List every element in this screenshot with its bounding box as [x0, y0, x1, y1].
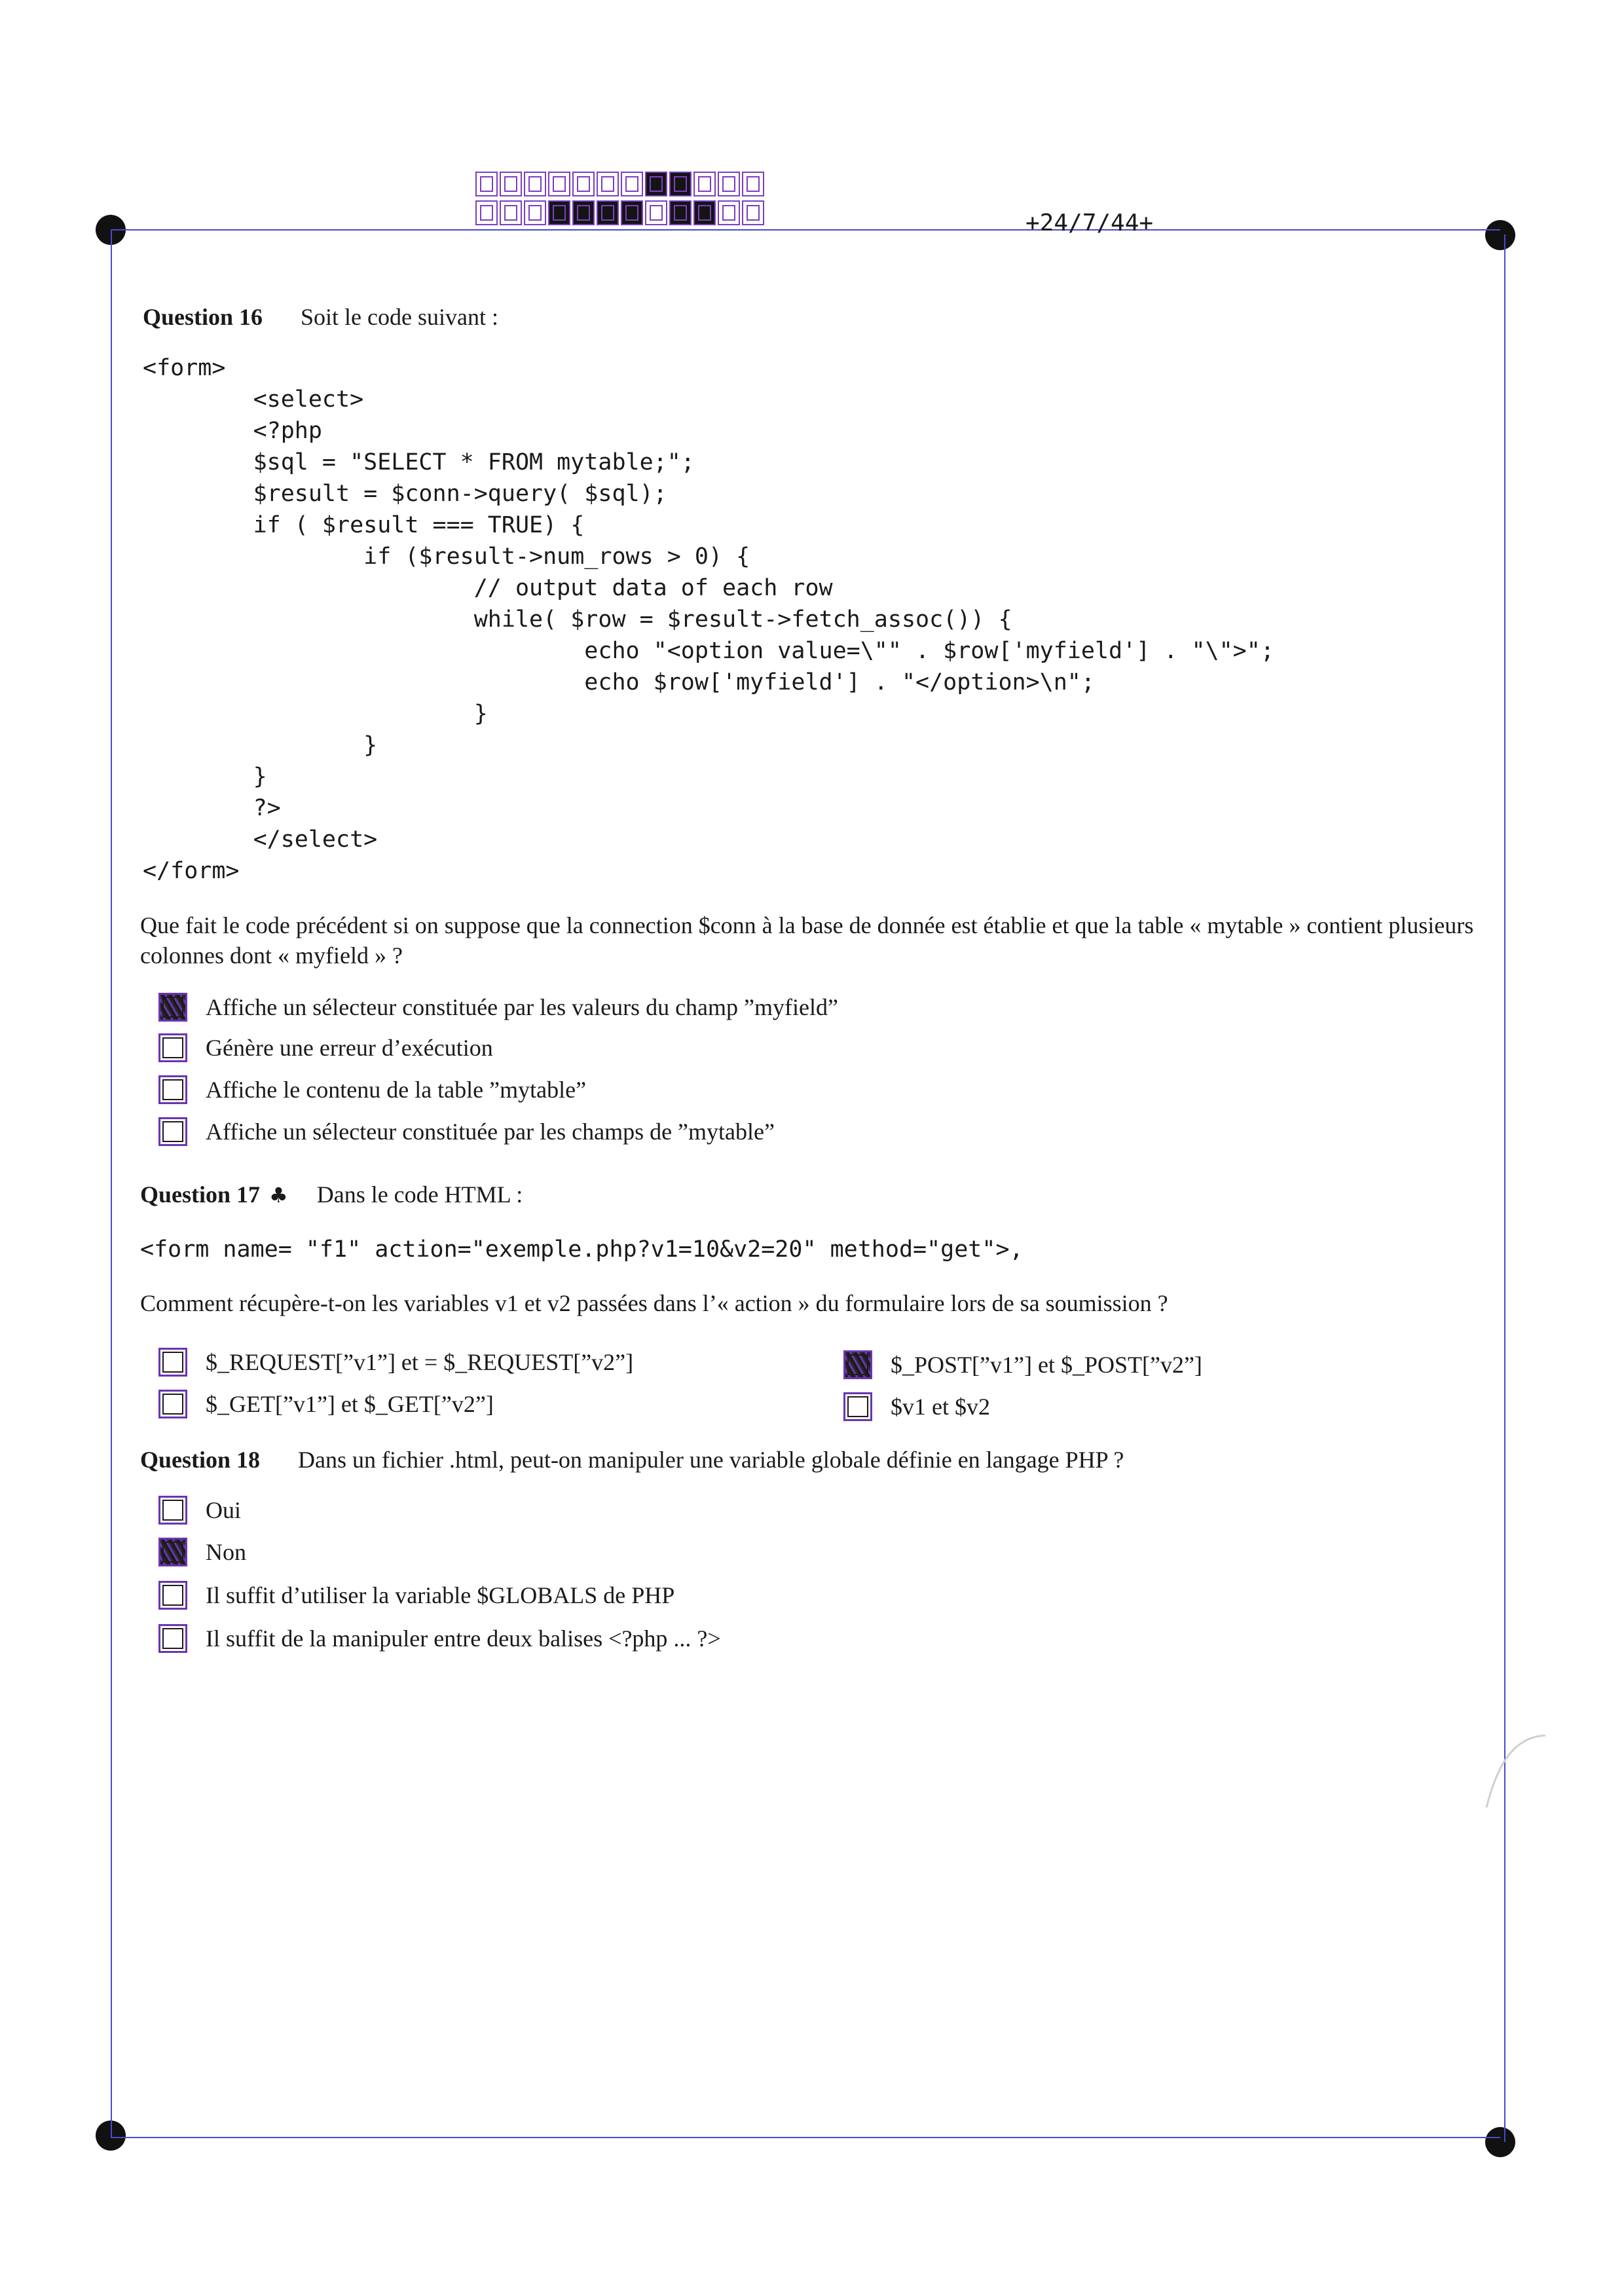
frame-right-line — [1504, 234, 1505, 2142]
q16-answer-3-checkbox[interactable] — [158, 1075, 187, 1104]
q16-answer-1-text: Affiche un sélecteur constituée par les valeurs du champ ”myfield” — [206, 994, 838, 1020]
q18-answer-2-checkbox[interactable] — [158, 1538, 187, 1566]
q18-answer-3[interactable] — [158, 1581, 674, 1610]
barcode-cell — [572, 172, 595, 196]
barcode-cell — [524, 172, 546, 196]
scan-mark — [1473, 1729, 1552, 1814]
q18-answer-2[interactable] — [158, 1538, 246, 1566]
q17-answer-1-text: $_REQUEST[”v1”] et = $_REQUEST[”v2”] — [206, 1349, 634, 1375]
barcode-cell — [621, 200, 643, 225]
q16-answer-2-text: Génère une erreur d’exécution — [206, 1035, 493, 1061]
barcode-cell — [742, 172, 764, 196]
question-18-intro: Dans un fichier .html, peut-on manipuler une variable globale définie en langage PHP ? — [298, 1447, 1124, 1473]
barcode-cell — [693, 200, 716, 225]
barcode-cell — [669, 172, 692, 196]
q17-answer-3-checkbox[interactable] — [158, 1390, 187, 1418]
barcode-cell — [669, 200, 692, 225]
q16-answer-3-text: Affiche le contenu de la table ”mytable” — [206, 1077, 587, 1103]
q17-answer-1-checkbox[interactable] — [158, 1348, 187, 1377]
barcode-cell — [548, 200, 570, 225]
question-16-code: <form> <select> <?php $sql = "SELECT * FROM mytable;"; $result = $conn->query( $sql); if ( $result === TRUE) { if ($result->num_rows > 0) { // output data of each row while( $row = $result->fetch_assoc()) { echo "<option value=\"" . $row['myfield'] . "\">"; echo $row['myfield'] . "</option>\n"; } } } ?> </select> </form> — [143, 355, 1274, 884]
corner-marker-bottom-right — [1485, 2127, 1515, 2157]
q17-answer-4[interactable] — [843, 1392, 990, 1421]
q16-answer-2-checkbox[interactable] — [158, 1033, 187, 1062]
barcode-cell — [693, 172, 716, 196]
barcode-cell — [742, 200, 764, 225]
q16-answer-1-checkbox[interactable] — [158, 993, 187, 1022]
barcode-cell — [597, 200, 619, 225]
question-16-text: Que fait le code précédent si on suppose que la connection $conn à la base de donnée est établie et que la table « mytable » contient plusieurs colonnes dont « myfield » ? — [140, 912, 1474, 969]
barcode-cell — [572, 200, 595, 225]
frame-left-line — [111, 229, 112, 2137]
q18-answer-4[interactable] — [158, 1624, 721, 1653]
q17-answer-4-text: $v1 et $v2 — [891, 1394, 990, 1420]
barcode-cell — [475, 200, 498, 225]
barcode-cell — [597, 172, 619, 196]
q16-answer-1[interactable] — [158, 993, 838, 1022]
q16-answer-3[interactable] — [158, 1075, 586, 1104]
q17-answer-2-text: $_POST[”v1”] et $_POST[”v2”] — [891, 1352, 1202, 1378]
q18-answer-1[interactable] — [158, 1496, 241, 1525]
q17-answer-2[interactable] — [843, 1350, 1202, 1379]
q18-answer-2-text: Non — [206, 1539, 246, 1565]
barcode-cell — [500, 200, 522, 225]
barcode-cell — [621, 172, 643, 196]
q17-answer-3[interactable] — [158, 1390, 494, 1418]
q18-answer-1-checkbox[interactable] — [158, 1496, 187, 1525]
q16-answer-4-checkbox[interactable] — [158, 1117, 187, 1146]
barcode-cell — [475, 172, 498, 196]
question-17-code: <form name= "f1" action="exemple.php?v1=10&v2=20" method="get">, — [140, 1236, 1024, 1263]
club-icon: ♣ — [269, 1183, 288, 1208]
corner-marker-top-right — [1485, 220, 1515, 250]
page-id: +24/7/44+ — [1025, 210, 1154, 236]
barcode-cell — [645, 172, 667, 196]
q16-answer-4-text: Affiche un sélecteur constituée par les champs de ”mytable” — [206, 1119, 775, 1145]
q17-answer-2-checkbox[interactable] — [843, 1350, 872, 1379]
q18-answer-3-text: Il suffit d’utiliser la variable $GLOBALS de PHP — [206, 1582, 675, 1608]
q18-answer-3-checkbox[interactable] — [158, 1581, 187, 1610]
q16-answer-4[interactable] — [158, 1117, 775, 1146]
barcode-cell — [500, 172, 522, 196]
barcode-cell — [718, 200, 740, 225]
question-17-text: Comment récupère-t-on les variables v1 et v2 passées dans l’« action » du formulaire lors de sa soumission ? — [140, 1290, 1168, 1316]
question-17-header — [140, 1181, 523, 1208]
frame-bottom-line — [111, 2137, 1500, 2138]
q16-answer-2[interactable] — [158, 1033, 493, 1062]
barcode-row-2 — [475, 200, 766, 225]
q17-answer-1[interactable] — [158, 1348, 633, 1377]
barcode-cell — [548, 172, 570, 196]
q18-answer-1-text: Oui — [206, 1497, 241, 1523]
question-18-header — [140, 1446, 1124, 1473]
q17-answer-4-checkbox[interactable] — [843, 1392, 872, 1421]
q18-answer-4-text: Il suffit de la manipuler entre deux balises <?php ... ?> — [206, 1625, 721, 1652]
frame-top-line — [111, 229, 1500, 231]
barcode-row-1 — [475, 172, 766, 196]
q18-answer-4-checkbox[interactable] — [158, 1624, 187, 1653]
barcode-cell — [718, 172, 740, 196]
q17-answer-3-text: $_GET[”v1”] et $_GET[”v2”] — [206, 1391, 494, 1417]
question-18-label: Question 18 — [140, 1447, 261, 1473]
question-16-header — [143, 303, 498, 331]
barcode-cell — [524, 200, 546, 225]
question-16-intro: Soit le code suivant : — [301, 304, 498, 330]
barcode-cell — [645, 200, 667, 225]
question-17-intro: Dans le code HTML : — [316, 1181, 523, 1208]
question-16-label: Question 16 — [143, 304, 263, 330]
question-17-label: Question 17 — [140, 1181, 261, 1208]
